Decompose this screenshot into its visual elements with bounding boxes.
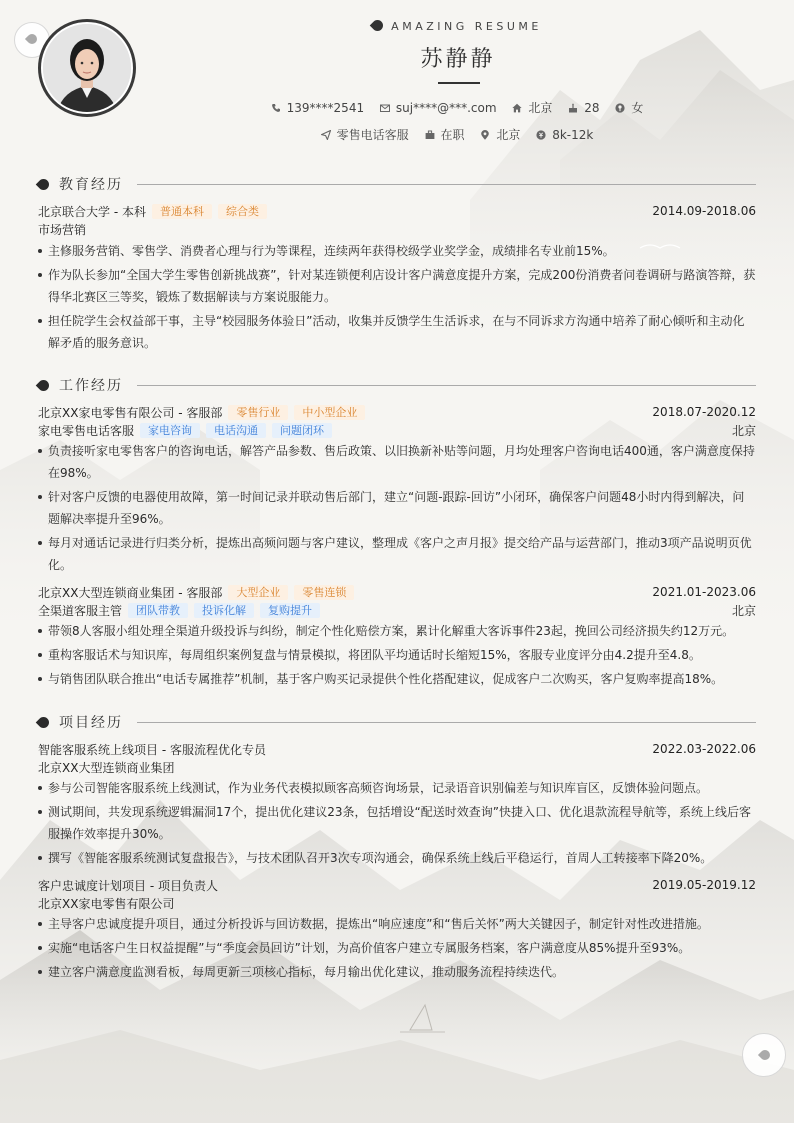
skill-tag: 家电咨询 — [140, 423, 200, 438]
leaf-icon — [36, 176, 52, 192]
school-name: 北京联合大学 - 本科 — [38, 204, 146, 219]
contact-phone: 139****2541 — [271, 101, 364, 115]
school-tag: 综合类 — [218, 204, 267, 219]
bullet-list — [38, 777, 756, 869]
section-divider — [137, 722, 756, 723]
salary-icon — [536, 130, 546, 140]
brand-text: AMAZING RESUME — [391, 20, 542, 33]
project-title: 智能客服系统上线项目 - 客服流程优化专员 — [38, 742, 266, 757]
contact-email: suj****@***.com — [380, 101, 497, 115]
skill-tag: 电话沟通 — [206, 423, 266, 438]
contact-city: 北京 — [512, 99, 552, 116]
section-projects — [38, 712, 756, 732]
intent-salary: 8k-12k — [536, 128, 593, 142]
home-icon — [512, 103, 522, 113]
company-name: 北京XX大型连锁商业集团 - 客服部 — [38, 585, 223, 600]
work-entry — [38, 583, 756, 690]
leaf-icon — [370, 18, 386, 34]
send-icon — [321, 130, 331, 140]
name-underline — [438, 82, 480, 84]
list-item: 测试期间，共发现系统逻辑漏洞17个，提出优化建议23条，包括增设“配送时效查询”快捷入口、优化退款流程导航等，系统上线后客服操作效率提升30%。 — [38, 801, 756, 845]
section-divider — [137, 184, 756, 185]
intent-position: 零售电话客服 — [321, 126, 409, 143]
project-entry — [38, 876, 756, 983]
bullet-list — [38, 620, 756, 690]
bullet-list — [38, 240, 756, 354]
section-title: 工作经历 — [59, 378, 123, 394]
company-tag: 零售连锁 — [294, 585, 354, 600]
work-entry — [38, 403, 756, 576]
skill-tag: 复购提升 — [260, 603, 320, 618]
list-item: 每月对通话记录进行归类分析，提炼出高频问题与客户建议，整理成《客户之声月报》提交给产品与运营部门，推动3项产品说明页优化。 — [38, 532, 756, 576]
job-city: 北京 — [731, 423, 756, 438]
list-item: 撰写《智能客服系统测试复盘报告》，与技术团队召开3次专项沟通会，确保系统上线后平稳运行，首周人工转接率下降20%。 — [38, 847, 756, 869]
date-range: 2022.03-2022.06 — [652, 742, 756, 756]
brand-heading — [120, 20, 794, 33]
candidate-name: 苏静静 — [420, 47, 496, 72]
leaf-icon — [36, 714, 52, 730]
skill-tag: 团队带教 — [128, 603, 188, 618]
section-divider — [137, 385, 756, 386]
school-tag: 普通本科 — [152, 204, 212, 219]
list-item: 带领8人客服小组处理全渠道升级投诉与纠纷，制定个性化赔偿方案，累计化解重大客诉事件23起，挽回公司经济损失约12万元。 — [38, 620, 756, 642]
decorative-leaf-badge-bottom — [742, 1033, 786, 1077]
section-work — [38, 375, 756, 395]
skill-tag: 问题闭环 — [272, 423, 332, 438]
gender-icon — [615, 103, 625, 113]
job-role: 全渠道客服主管 — [38, 603, 123, 618]
section-title: 项目经历 — [59, 715, 123, 731]
section-title: 教育经历 — [59, 177, 123, 193]
list-item: 与销售团队联合推出“电话专属推荐”机制，基于客户购买记录提供个性化搭配建议，促成客户二次购买，客户复购率提高18%。 — [38, 668, 756, 690]
briefcase-icon — [425, 130, 435, 140]
skill-tag: 投诉化解 — [194, 603, 254, 618]
section-education — [38, 174, 756, 194]
job-intent-row — [120, 126, 794, 143]
phone-icon — [271, 103, 281, 113]
major: 市场营销 — [38, 222, 87, 237]
project-entry — [38, 740, 756, 869]
project-org: 北京XX家电零售有限公司 — [38, 896, 175, 911]
company-name: 北京XX家电零售有限公司 - 客服部 — [38, 405, 223, 420]
contact-age: 28 — [568, 101, 599, 115]
list-item: 重构客服话术与知识库，每周组织案例复盘与情景模拟，将团队平均通话时长缩短15%，客服专业度评分由4.2提升至4.8。 — [38, 644, 756, 666]
leaf-icon — [36, 377, 52, 393]
list-item: 建立客户满意度监测看板，每周更新三项核心指标，每月输出优化建议，推动服务流程持续迭代。 — [38, 961, 756, 983]
list-item: 主修服务营销、零售学、消费者心理与行为等课程，连续两年获得校级学业奖学金，成绩排名专业前15%。 — [38, 240, 756, 262]
company-tag: 大型企业 — [228, 585, 288, 600]
list-item: 实施“电话客户生日权益提醒”与“季度会员回访”计划，为高价值客户建立专属服务档案，客户满意度从85%提升至93%。 — [38, 937, 756, 959]
list-item: 担任院学生会权益部干事，主导“校园服务体验日”活动，收集并反馈学生生活诉求，在与不同诉求方沟通中培养了耐心倾听和主动化解矛盾的服务意识。 — [38, 310, 756, 354]
date-range: 2014.09-2018.06 — [652, 204, 756, 218]
contact-row — [120, 99, 794, 116]
bullet-list — [38, 440, 756, 576]
cake-icon — [568, 103, 578, 113]
company-tag: 中小型企业 — [294, 405, 365, 420]
contact-gender: 女 — [615, 99, 643, 116]
date-range: 2021.01-2023.06 — [652, 585, 756, 599]
list-item: 主导客户忠诚度提升项目，通过分析投诉与回访数据，提炼出“响应速度”和“售后关怀”两大关键因子，制定针对性改进措施。 — [38, 913, 756, 935]
list-item: 参与公司智能客服系统上线测试，作为业务代表模拟顾客高频咨询场景，记录语音识别偏差与知识库盲区，反馈体验问题点。 — [38, 777, 756, 799]
project-title: 客户忠诚度计划项目 - 项目负责人 — [38, 878, 218, 893]
list-item: 作为队长参加“全国大学生零售创新挑战赛”，针对某连锁便利店设计客户满意度提升方案，完成200份消费者问卷调研与路演答辩，获得华北赛区三等奖，锻炼了数据解读与方案说服能力。 — [38, 264, 756, 308]
company-tag: 零售行业 — [228, 405, 288, 420]
intent-status: 在职 — [425, 126, 465, 143]
job-city: 北京 — [731, 603, 756, 618]
location-icon — [480, 130, 490, 140]
job-role: 家电零售电话客服 — [38, 423, 135, 438]
education-entry — [38, 202, 756, 354]
profile-photo — [43, 24, 131, 112]
intent-city: 北京 — [480, 126, 520, 143]
list-item: 负责接听家电零售客户的咨询电话，解答产品参数、售后政策、以旧换新补贴等问题，月均处理客户咨询电话400通，客户满意度保持在98%。 — [38, 440, 756, 484]
date-range: 2018.07-2020.12 — [652, 405, 756, 419]
bullet-list — [38, 913, 756, 983]
project-org: 北京XX大型连锁商业集团 — [38, 760, 175, 775]
date-range: 2019.05-2019.12 — [652, 878, 756, 892]
list-item: 针对客户反馈的电器使用故障，第一时间记录并联动售后部门，建立“问题-跟踪-回访”小闭环，确保客户问题48小时内得到解决，问题解决率提升至96%。 — [38, 486, 756, 530]
mail-icon — [380, 103, 390, 113]
